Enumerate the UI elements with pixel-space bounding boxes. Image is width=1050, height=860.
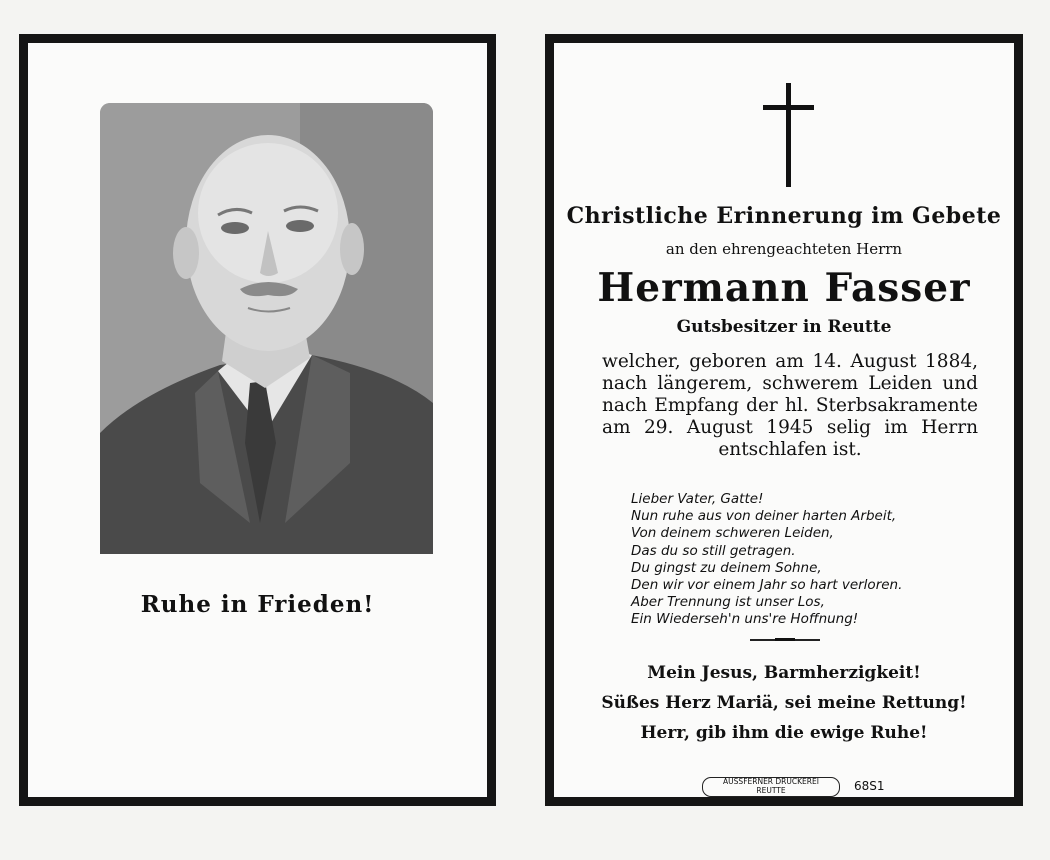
printer-badge	[702, 777, 840, 797]
poem-line: Lieber Vater, Gatte!	[631, 491, 764, 507]
poem-line: Aber Trennung ist unser Los,	[631, 594, 825, 611]
left-card	[19, 34, 496, 806]
subheading: an den ehrengeachteten Herrn	[665, 240, 903, 258]
poem-line: Du gingst zu deinem Sohne,	[631, 559, 822, 576]
prayer-line: Süßes Herz Mariä, sei meine Rettung!	[601, 693, 967, 713]
poem	[631, 491, 902, 629]
bio-line: am 29. August 1945 selig im Herrn	[602, 417, 978, 438]
bio-line: welcher, geboren am 14. August 1884,	[602, 351, 978, 372]
poem-line: Den wir vor einem Jahr so hart verloren.	[631, 577, 903, 594]
rip-text: Ruhe in Frieden!	[140, 591, 375, 618]
print-code: 68S1	[854, 779, 885, 793]
printer-city: REUTTE	[756, 785, 786, 795]
bio-line: entschlafen ist.	[718, 439, 862, 460]
biography	[602, 351, 978, 461]
prayer-line: Mein Jesus, Barmherzigkeit!	[647, 663, 921, 683]
printer-name: AUSSFERNER DRUCKEREI	[723, 777, 819, 786]
occupation: Gutsbesitzer in Reutte	[676, 317, 892, 337]
poem-line: Nun ruhe aus von deiner harten Arbeit,	[631, 508, 897, 525]
divider	[750, 639, 820, 641]
prayer-line: Herr, gib ihm die ewige Ruhe!	[640, 723, 928, 743]
bio-line: nach Empfang der hl. Sterbsakramente	[602, 395, 978, 416]
bio-line: nach längerem, schwerem Leiden und	[602, 373, 978, 394]
deceased-name: Hermann Fasser	[597, 265, 971, 311]
poem-line: Ein Wiederseh'n uns're Hoffnung!	[631, 611, 859, 628]
cross-icon	[759, 83, 819, 193]
portrait-photo	[100, 103, 433, 554]
heading: Christliche Erinnerung im Gebete	[566, 203, 1002, 229]
printer-mark	[694, 776, 846, 798]
portrait-image	[100, 103, 433, 554]
poem-line: Von deinem schweren Leiden,	[631, 525, 834, 542]
poem-line: Das du so still getragen.	[631, 542, 796, 559]
right-card	[545, 34, 1023, 806]
